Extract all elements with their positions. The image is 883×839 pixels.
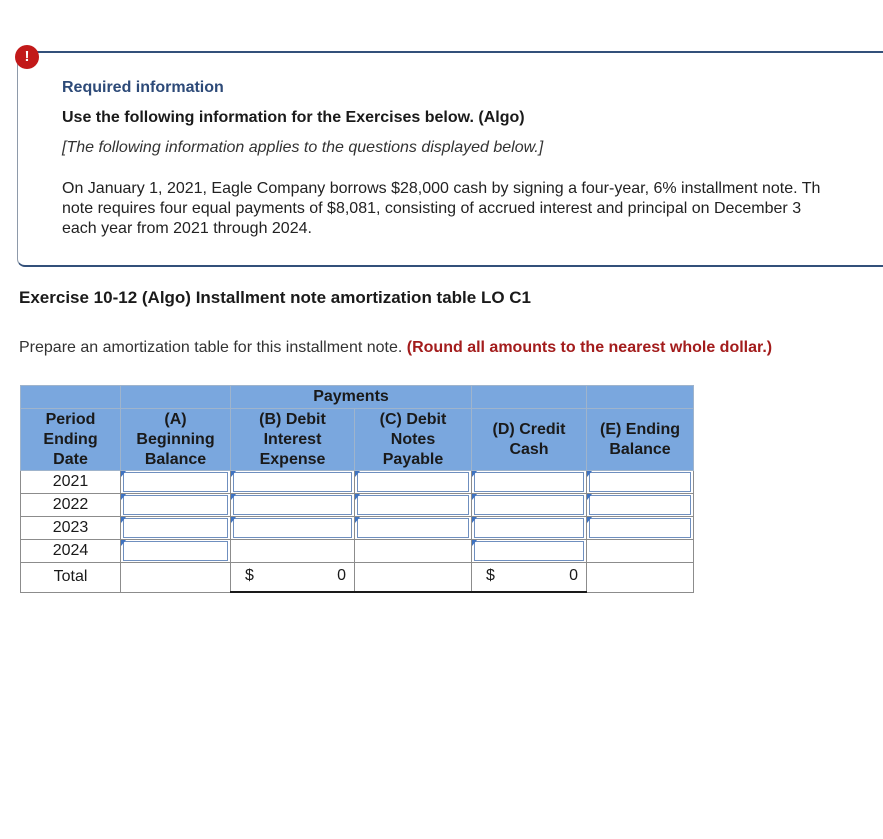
interest-expense-total	[231, 563, 355, 593]
empty-cell	[587, 563, 694, 593]
table-row	[21, 517, 694, 540]
alert-icon: !	[15, 45, 39, 69]
ending-balance-input[interactable]	[587, 471, 694, 494]
col-header-period: Period Ending Date	[21, 409, 121, 471]
table-row	[21, 540, 694, 563]
period-cell: 2021	[21, 471, 121, 494]
period-cell: 2022	[21, 494, 121, 517]
required-info-title: Required information	[62, 79, 224, 96]
interest-expense-input[interactable]	[231, 471, 355, 494]
applies-note: [The following information applies to the questions displayed below.]	[62, 139, 544, 156]
interest-expense-input[interactable]	[231, 517, 355, 540]
credit-cash-input[interactable]	[472, 494, 587, 517]
total-row	[21, 563, 694, 593]
notes-payable-input[interactable]	[355, 517, 472, 540]
total-label: Total	[21, 563, 121, 593]
col-header-notes-payable: (C) Debit Notes Payable	[355, 409, 472, 471]
paragraph-line: each year from 2021 through 2024.	[62, 220, 312, 237]
credit-cash-input[interactable]	[472, 540, 587, 563]
paragraph-line: note requires four equal payments of $8,081, consisting of accrued interest and principal on December 3	[62, 200, 802, 217]
instructions	[19, 339, 772, 357]
problem-paragraph	[62, 179, 883, 239]
dollar-sign: $	[486, 567, 495, 584]
amortization-table	[20, 385, 694, 593]
empty-cell	[121, 563, 231, 593]
rounding-instruction: (Round all amounts to the nearest whole dollar.)	[406, 339, 773, 356]
paragraph-line: On January 1, 2021, Eagle Company borrows $28,000 cash by signing a four-year, 6% installment note. Th	[62, 180, 821, 197]
col-header-beginning-balance: (A) Beginning Balance	[121, 409, 231, 471]
empty-cell	[355, 540, 472, 563]
table-row	[21, 494, 694, 517]
total-value: 0	[569, 567, 578, 584]
ending-balance-input[interactable]	[587, 494, 694, 517]
credit-cash-total	[472, 563, 587, 593]
empty-cell	[587, 540, 694, 563]
total-value: 0	[337, 567, 346, 584]
notes-payable-input[interactable]	[355, 494, 472, 517]
col-header-credit-cash: (D) Credit Cash	[472, 409, 587, 471]
empty-cell	[355, 563, 472, 593]
ending-balance-input[interactable]	[587, 517, 694, 540]
notes-payable-input[interactable]	[355, 471, 472, 494]
credit-cash-input[interactable]	[472, 517, 587, 540]
beginning-balance-input[interactable]	[121, 471, 231, 494]
dollar-sign: $	[245, 567, 254, 584]
period-cell: 2024	[21, 540, 121, 563]
beginning-balance-input[interactable]	[121, 494, 231, 517]
col-header-ending-balance: (E) Ending Balance	[587, 409, 694, 471]
beginning-balance-input[interactable]	[121, 540, 231, 563]
use-info-line: Use the following information for the Exercises below. (Algo)	[62, 109, 525, 126]
table-row	[21, 471, 694, 494]
credit-cash-input[interactable]	[472, 471, 587, 494]
exercise-title: Exercise 10-12 (Algo) Installment note amortization table LO C1	[19, 288, 532, 307]
beginning-balance-input[interactable]	[121, 517, 231, 540]
col-header-interest-expense: (B) Debit Interest Expense	[231, 409, 355, 471]
interest-expense-input[interactable]	[231, 494, 355, 517]
period-cell: 2023	[21, 517, 121, 540]
instructions-text: Prepare an amortization table for this installment note.	[19, 339, 403, 356]
payments-header: Payments	[231, 386, 472, 409]
empty-cell	[231, 540, 355, 563]
